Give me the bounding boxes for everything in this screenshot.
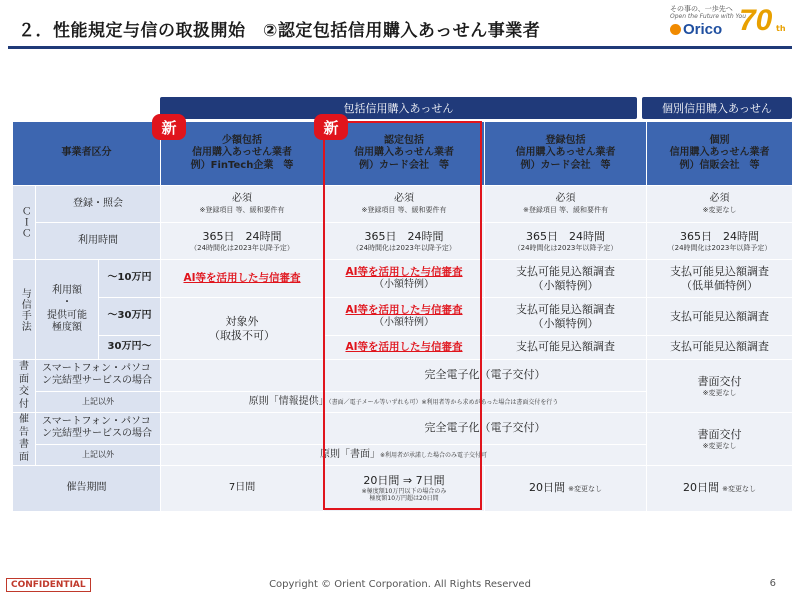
period-cell	[647, 466, 793, 512]
header-col-registered-line2: 信用購入あっせん業者	[515, 147, 616, 159]
cell-sub: （小額特例）	[374, 316, 435, 328]
reminder-cell	[324, 413, 647, 445]
comparison-table	[12, 121, 793, 512]
cell-main: 原則「情報提供」	[248, 395, 329, 407]
reminder-row-label: 上記以外	[36, 444, 161, 465]
credit-range-label: ～30万円	[99, 298, 161, 336]
orico-logo	[666, 2, 788, 44]
cell-note: ※変更なし	[702, 205, 737, 214]
credit-range-label: 30万円～	[99, 336, 161, 360]
document-group-label: 書面交付	[13, 360, 36, 413]
credit-cell	[485, 298, 647, 336]
cell-main: 365日 24時間	[680, 229, 760, 243]
header-col-individual-line3: 例）信販会社 等	[679, 159, 760, 171]
cell-main: 支払可能見込額調査	[670, 264, 770, 278]
cic-row-label: 利用時間	[36, 223, 161, 260]
cell-main: 必須	[232, 193, 253, 205]
document-individual-cell	[647, 360, 793, 413]
cell-note: （24時間化は2023年以降予定）	[513, 243, 618, 252]
cell-note: （書面／電子メール等いずれも可）※利用者等から求めがあった場合は書面交付を行う	[328, 398, 559, 406]
header-col-small-line2: 信用購入あっせん業者	[192, 147, 292, 159]
logo-slogan: その事の、一歩先へ	[670, 5, 733, 13]
header-col-small-line3: 例）FinTech企業 等	[190, 159, 294, 171]
cell-main: 原則「書面」	[320, 448, 380, 460]
reminder-row-label: スマートフォン・パソコン完結型サービスの場合	[36, 413, 161, 445]
cell-main: 支払可能見込額調査	[670, 340, 770, 354]
ai-credit-review: AI等を活用した与信審査	[345, 340, 463, 353]
cic-cell	[647, 186, 793, 223]
cell-main: 365日 24時間	[202, 229, 282, 243]
anniversary-mark: 70	[739, 4, 773, 37]
cell-main: 支払可能見込額調査	[516, 302, 616, 316]
cell-note: ※変更なし	[702, 388, 737, 397]
credit-cell	[324, 298, 485, 336]
new-badge: 新	[314, 114, 348, 140]
period-cell	[485, 466, 647, 512]
credit-cell	[324, 336, 485, 360]
cell-note: ※登録項目 等、緩和要件有	[199, 205, 285, 214]
ai-credit-review: AI等を活用した与信審査	[345, 303, 463, 316]
page-number: 6	[769, 578, 776, 589]
cic-cell	[485, 186, 647, 223]
cell-note: ※変更なし	[568, 485, 603, 494]
cell-note: ※極度額10万円以下の場合のみ	[361, 487, 447, 495]
page-title: ２．性能規定与信の取扱開始 ②認定包括信用購入あっせん事業者	[18, 21, 541, 41]
cell-main: 20日間	[682, 481, 719, 495]
ai-credit-review: AI等を活用した与信審査	[183, 271, 301, 284]
cell-note: ※登録項目 等、緩和要件有	[361, 205, 447, 214]
period-cell: 7日間	[161, 466, 324, 512]
document-cell	[324, 360, 647, 392]
cell-main: 書面交付	[697, 374, 742, 388]
cell-sub: （小額特例）	[532, 316, 599, 330]
logo-dot-icon	[670, 24, 681, 35]
cell-sub: （小額特例）	[374, 278, 435, 290]
credit-sub-line: 提供可能	[47, 309, 87, 321]
document-row-label: 上記以外	[36, 391, 161, 412]
cell-note: ※利用者が承諾した場合のみ電子交付可	[380, 451, 488, 459]
header-col-registered-line1: 登録包括	[545, 134, 586, 146]
header-col-individual-line1: 個別	[709, 134, 730, 146]
new-badge: 新	[152, 114, 186, 140]
cell-main: 必須	[709, 193, 730, 205]
band-package-credit: 包括信用購入あっせん	[160, 97, 637, 119]
header-col-individual-line2: 信用購入あっせん業者	[669, 147, 770, 159]
document-empty-cell	[161, 360, 324, 392]
cell-main: 20日間 ⇒ 7日間	[363, 474, 445, 488]
period-cell	[324, 466, 485, 512]
cic-cell	[161, 223, 324, 260]
reminder-group-label: 催告書面	[13, 413, 36, 466]
credit-cell	[485, 336, 647, 360]
cell-main: 必須	[555, 193, 576, 205]
cell-main: 完全電子化（電子交付）	[424, 368, 546, 382]
document-row-label: スマートフォン・パソコン完結型サービスの場合	[36, 360, 161, 392]
credit-sub-label	[36, 260, 99, 360]
cic-cell	[161, 186, 324, 223]
cell-note: （24時間化は2023年以降予定）	[190, 243, 294, 252]
credit-excluded-cell	[161, 298, 324, 360]
cell-note: （24時間化は2023年以降予定）	[667, 243, 772, 252]
header-col-certified-line3: 例）カード会社 等	[359, 159, 450, 171]
cell-sub: （取扱不可）	[209, 328, 276, 342]
credit-cell	[161, 260, 324, 298]
cell-note: ※変更なし	[702, 441, 737, 450]
credit-cell	[324, 260, 485, 298]
logo-slogan-en: Open the Future with You	[670, 13, 747, 20]
document-cell	[161, 391, 647, 412]
copyright: Copyright © Orient Corporation. All Rights Reserved	[269, 579, 531, 590]
credit-sub-line: 極度額	[52, 322, 82, 333]
reminder-individual-cell	[647, 413, 793, 466]
anniversary-suffix: th	[776, 24, 786, 33]
cell-note: 極度額10万円超は20日間	[369, 495, 439, 503]
title-underline	[8, 46, 792, 49]
cic-row-label: 登録・照会	[36, 186, 161, 223]
credit-sub-line: ・	[62, 297, 72, 308]
cell-main: 対象外	[225, 314, 259, 328]
header-col-individual	[647, 122, 793, 186]
header-col-small-line1: 少額包括	[222, 134, 263, 146]
reminder-empty-cell	[161, 413, 324, 445]
credit-cell	[647, 336, 793, 360]
cell-main: 365日 24時間	[526, 229, 606, 243]
logo-brand: Orico	[683, 21, 723, 38]
cell-note: ※登録項目 等、緩和要件有	[522, 205, 609, 214]
cell-note: （24時間化は2023年以降予定）	[352, 243, 456, 252]
cell-main: 完全電子化（電子交付）	[424, 421, 546, 435]
credit-cell	[485, 260, 647, 298]
confidential-label: CONFIDENTIAL	[6, 578, 91, 592]
cic-cell	[324, 186, 485, 223]
header-col-certified-line1: 認定包括	[384, 134, 425, 146]
header-col-registered-line3: 例）カード会社 等	[520, 159, 611, 171]
cic-cell	[647, 223, 793, 260]
cell-note: ※変更なし	[722, 485, 757, 494]
cell-main: 支払可能見込額調査	[516, 340, 616, 354]
reminder-cell	[161, 444, 647, 465]
cell-main: 書面交付	[697, 427, 742, 441]
credit-cell	[647, 260, 793, 298]
credit-cell	[647, 298, 793, 336]
cell-main: 支払可能見込額調査	[516, 264, 616, 278]
credit-sub-line: 利用額	[52, 284, 82, 296]
cell-main: 必須	[394, 193, 415, 205]
cell-main: 支払可能見込額調査	[670, 309, 770, 323]
cell-main: 365日 24時間	[364, 229, 444, 243]
header-col-certified-line2: 信用購入あっせん業者	[354, 147, 454, 159]
ai-credit-review: AI等を活用した与信審査	[345, 265, 463, 278]
cell-sub: （小額特例）	[532, 278, 599, 292]
cic-cell	[485, 223, 647, 260]
credit-group-label: 与信手法	[13, 260, 36, 360]
cell-main: 20日間	[528, 481, 565, 495]
band-individual-credit: 個別信用購入あっせん	[642, 97, 792, 119]
credit-range-label: ～10万円	[99, 260, 161, 298]
header-category: 事業者区分	[13, 122, 161, 186]
period-label: 催告期間	[13, 466, 161, 512]
cic-cell	[324, 223, 485, 260]
header-col-registered	[485, 122, 647, 186]
cic-group-label: ＣＩＣ	[13, 186, 36, 260]
cell-sub: （低単価特例）	[681, 278, 759, 292]
